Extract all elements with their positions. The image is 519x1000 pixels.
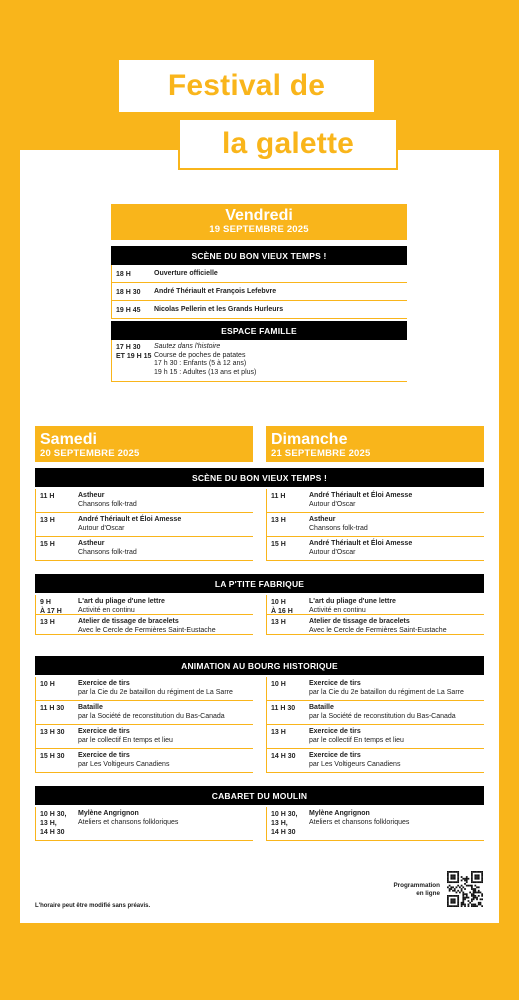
row-title: Mylène Angrignon	[78, 810, 139, 817]
saturday-header	[35, 426, 253, 462]
row-desc	[78, 725, 253, 748]
saturday-date: 20 SEPTEMBRE 2025	[40, 448, 140, 459]
row-time: 11 H 30	[271, 705, 296, 712]
row-desc	[78, 489, 253, 512]
sunday-header	[266, 426, 484, 462]
row-time: 13 H	[271, 517, 286, 524]
row-title: Exercice de tirs	[309, 728, 361, 735]
row-time: 10 H	[40, 681, 55, 688]
section-header: SCÈNE DU BON VIEUX TEMPS !	[35, 468, 484, 487]
saturday-day: Samedi	[40, 431, 97, 448]
row-time: 11 H 30	[40, 705, 65, 712]
row-time: 18 H 30	[116, 289, 141, 296]
row-sub: Chansons folk-trad	[309, 524, 368, 532]
family-desc	[154, 340, 407, 381]
friday-family-header: ESPACE FAMILLE	[111, 321, 407, 340]
sat-row	[35, 513, 253, 537]
sat-row	[35, 595, 253, 615]
row-sub: par Les Voltigeurs Canadiens	[78, 760, 170, 768]
row-title: L'art du pliage d'une lettre	[309, 598, 396, 605]
sun-row	[266, 489, 484, 513]
family-line: 19 h 15 : Adultes (13 ans et plus)	[154, 368, 257, 376]
row-sub: par le collectif En temps et lieu	[78, 736, 173, 744]
friday-header	[111, 204, 407, 240]
row-time: 18 H	[116, 271, 131, 278]
row-title: Exercice de tirs	[78, 680, 130, 687]
row-time: 11 H	[271, 493, 286, 500]
row-time: 13 H	[271, 729, 286, 736]
friday-row	[111, 265, 407, 283]
row-title	[154, 265, 407, 282]
row-desc	[78, 513, 253, 536]
row-desc	[309, 677, 484, 700]
disclaimer: L'horaire peut être modifié sans préavis.	[35, 903, 151, 909]
row-desc	[78, 537, 253, 560]
sunday-date: 21 SEPTEMBRE 2025	[271, 448, 371, 459]
row-time: 14 H 30	[271, 753, 296, 760]
row-title: Exercice de tirs	[309, 680, 361, 687]
row-desc	[309, 701, 484, 724]
row-desc	[309, 489, 484, 512]
row-time: 19 H 45	[116, 307, 141, 314]
row-time: 15 H 30	[40, 753, 65, 760]
row-desc	[78, 749, 253, 772]
row-desc	[309, 807, 484, 840]
friday-stage-header: SCÈNE DU BON VIEUX TEMPS !	[111, 246, 407, 265]
row-sub: Autour d'Oscar	[78, 524, 125, 532]
friday-row	[111, 301, 407, 319]
row-sub: par la Société de reconstitution du Bas-Canada	[309, 712, 456, 720]
section-header: LA P'TITE FABRIQUE	[35, 574, 484, 593]
title-line-1: Festival de	[119, 60, 374, 112]
row-time: 10 H À 16 H	[271, 599, 293, 615]
row-time: 13 H	[40, 517, 55, 524]
row-title: Bataille	[309, 704, 334, 711]
row-desc	[309, 537, 484, 560]
row-title	[154, 301, 407, 318]
sat-row	[35, 537, 253, 561]
sat-row	[35, 749, 253, 773]
row-title: Exercice de tirs	[78, 752, 130, 759]
sun-row	[266, 615, 484, 635]
row-sub: Autour d'Oscar	[309, 548, 356, 556]
section-header: ANIMATION AU BOURG HISTORIQUE	[35, 656, 484, 675]
row-time: 13 H 30	[40, 729, 65, 736]
sun-row	[266, 677, 484, 701]
friday-row	[111, 283, 407, 301]
row-sub: Avec le Cercle de Fermières Saint-Eustache	[78, 626, 216, 634]
row-time: 10 H	[271, 681, 286, 688]
row-sub: Avec le Cercle de Fermières Saint-Eustache	[309, 626, 447, 634]
qr-code-icon[interactable]	[447, 871, 483, 907]
row-time: 15 H	[40, 541, 55, 548]
family-line: Sautez dans l'histoire	[154, 343, 221, 350]
sat-row	[35, 701, 253, 725]
family-row	[111, 340, 407, 382]
row-title: André Thériault et Éloi Amesse	[309, 492, 413, 499]
friday-date: 19 SEPTEMBRE 2025	[209, 224, 309, 235]
row-time: 13 H	[271, 619, 286, 626]
row-time: 10 H 30, 13 H, 14 H 30	[271, 811, 298, 836]
row-sub: Ateliers et chansons folkloriques	[309, 818, 410, 826]
row-desc	[78, 807, 253, 840]
row-title: Exercice de tirs	[309, 752, 361, 759]
row-desc	[309, 749, 484, 772]
row-desc	[78, 701, 253, 724]
sun-row	[266, 807, 484, 841]
row-title: Astheur	[78, 492, 105, 499]
sat-row	[35, 725, 253, 749]
sunday-day: Dimanche	[271, 431, 348, 448]
sat-row	[35, 677, 253, 701]
sun-row	[266, 749, 484, 773]
row-title	[154, 283, 407, 300]
row-title: Atelier de tissage de bracelets	[309, 618, 410, 625]
row-title: L'art du pliage d'une lettre	[78, 598, 165, 605]
row-sub: par le collectif En temps et lieu	[309, 736, 404, 744]
online-program-label: Programmation en ligne	[393, 882, 440, 897]
title-line-2: la galette	[178, 118, 398, 170]
sun-row	[266, 725, 484, 749]
row-desc	[78, 595, 253, 614]
sun-row	[266, 701, 484, 725]
row-title-text: Nicolas Pellerin et les Grands Hurleurs	[154, 306, 284, 313]
sat-row	[35, 615, 253, 635]
row-desc	[309, 513, 484, 536]
family-line: Course de poches de patates	[154, 351, 246, 359]
friday-day: Vendredi	[225, 207, 293, 224]
row-title-text: André Thériault et François Lefebvre	[154, 288, 277, 295]
row-title: Bataille	[78, 704, 103, 711]
sun-row	[266, 513, 484, 537]
row-title: Mylène Angrignon	[309, 810, 370, 817]
row-title: Exercice de tirs	[78, 728, 130, 735]
row-sub: Activité en continu	[78, 606, 135, 614]
row-desc	[78, 615, 253, 634]
row-sub: Autour d'Oscar	[309, 500, 356, 508]
row-time: 9 H À 17 H	[40, 599, 62, 615]
row-desc	[309, 595, 484, 614]
row-desc	[78, 677, 253, 700]
row-sub: Ateliers et chansons folkloriques	[78, 818, 179, 826]
row-desc	[309, 725, 484, 748]
row-time: 11 H	[40, 493, 55, 500]
sun-row	[266, 537, 484, 561]
row-desc	[309, 615, 484, 634]
row-sub: Chansons folk-trad	[78, 500, 137, 508]
row-title: Atelier de tissage de bracelets	[78, 618, 179, 625]
row-time: 10 H 30, 13 H, 14 H 30	[40, 811, 67, 836]
row-sub: par la Cie du 2e bataillon du régiment de La Sarre	[78, 688, 233, 696]
sat-row	[35, 489, 253, 513]
row-sub: par Les Voltigeurs Canadiens	[309, 760, 401, 768]
row-title: Astheur	[78, 540, 105, 547]
row-title: André Thériault et Éloi Amesse	[78, 516, 182, 523]
row-sub: par la Société de reconstitution du Bas-Canada	[78, 712, 225, 720]
row-title-text: Ouverture officielle	[154, 270, 218, 277]
row-time: 13 H	[40, 619, 55, 626]
section-header: CABARET DU MOULIN	[35, 786, 484, 805]
sun-row	[266, 595, 484, 615]
row-sub: Activité en continu	[309, 606, 366, 614]
row-title: Astheur	[309, 516, 336, 523]
row-sub: Chansons folk-trad	[78, 548, 137, 556]
family-time: 17 H 30 ET 19 H 15	[116, 344, 152, 360]
family-line: 17 h 30 : Enfants (5 à 12 ans)	[154, 360, 247, 367]
row-title: André Thériault et Éloi Amesse	[309, 540, 413, 547]
row-time: 15 H	[271, 541, 286, 548]
sat-row	[35, 807, 253, 841]
row-sub: par la Cie du 2e bataillon du régiment de La Sarre	[309, 688, 464, 696]
